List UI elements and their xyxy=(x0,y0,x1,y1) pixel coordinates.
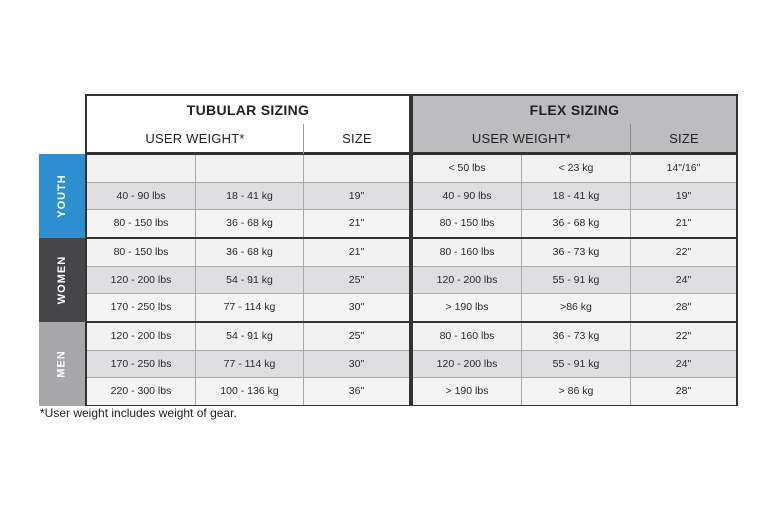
flex-user-weight-header: USER WEIGHT* xyxy=(471,131,572,146)
table-row xyxy=(87,293,409,321)
table-cell: 220 - 300 lbs xyxy=(110,385,172,398)
table-cell: 54 - 91 kg xyxy=(195,323,303,350)
group-label-text: MEN xyxy=(55,350,68,378)
flex-sizing-title: FLEX SIZING xyxy=(529,102,620,118)
group-label-text: WOMEN xyxy=(56,255,69,305)
table-cell: 80 - 150 lbs xyxy=(113,246,169,259)
table-cell: 28" xyxy=(630,378,736,405)
table-row xyxy=(87,323,409,350)
table-cell: < 50 lbs xyxy=(448,162,486,175)
table-cell: 21" xyxy=(630,210,736,237)
table-cell: 22" xyxy=(630,239,736,266)
tubular-user-weight-header: USER WEIGHT* xyxy=(145,131,245,146)
table-cell: 100 - 136 kg xyxy=(195,378,303,405)
flex-sizing-header xyxy=(411,94,738,154)
table-row xyxy=(87,266,409,294)
table-cell: 18 - 41 kg xyxy=(521,183,630,210)
flex-size-header: SIZE xyxy=(630,124,737,154)
table-row xyxy=(87,377,409,405)
youth-tubular-block xyxy=(85,154,411,238)
tubular-sizing-title: TUBULAR SIZING xyxy=(186,102,310,118)
table-cell: 77 - 114 kg xyxy=(195,294,303,321)
table-cell: 80 - 160 lbs xyxy=(439,330,495,343)
table-row xyxy=(413,323,736,350)
table-cell: 170 - 250 lbs xyxy=(110,301,172,314)
table-cell: 120 - 200 lbs xyxy=(110,330,172,343)
men-label xyxy=(39,322,85,406)
table-cell: 36 - 73 kg xyxy=(521,239,630,266)
youth-label xyxy=(39,154,85,238)
women-label xyxy=(39,238,85,322)
table-cell: 18 - 41 kg xyxy=(195,183,303,210)
table-row xyxy=(413,377,736,405)
table-cell: > 190 lbs xyxy=(445,301,489,314)
table-cell xyxy=(303,155,409,182)
table-row xyxy=(413,293,736,321)
table-cell: > 190 lbs xyxy=(445,385,489,398)
table-cell: 19" xyxy=(303,183,409,210)
table-cell: 24" xyxy=(630,267,736,294)
table-cell: 120 - 200 lbs xyxy=(436,357,498,370)
table-cell: 21" xyxy=(303,239,409,266)
table-cell: 80 - 150 lbs xyxy=(113,217,169,230)
table-cell: 30" xyxy=(303,294,409,321)
footnote: *User weight includes weight of gear. xyxy=(40,406,237,420)
table-cell: 36 - 73 kg xyxy=(521,323,630,350)
table-cell: 77 - 114 kg xyxy=(195,351,303,378)
table-row xyxy=(87,239,409,266)
women-flex-block xyxy=(411,238,738,322)
table-cell: 24" xyxy=(630,351,736,378)
youth-group xyxy=(39,154,739,238)
table-cell: 120 - 200 lbs xyxy=(110,273,172,286)
table-cell: 14"/16" xyxy=(630,155,736,182)
table-cell: 170 - 250 lbs xyxy=(110,357,172,370)
table-row xyxy=(87,209,409,237)
table-cell: 28" xyxy=(630,294,736,321)
table-row xyxy=(413,266,736,294)
table-cell: 21" xyxy=(303,210,409,237)
tubular-size-header: SIZE xyxy=(303,124,410,154)
table-cell: > 86 kg xyxy=(521,378,630,405)
table-cell: 80 - 150 lbs xyxy=(439,217,495,230)
table-row xyxy=(413,350,736,378)
table-cell: 19" xyxy=(630,183,736,210)
table-row xyxy=(87,155,409,182)
table-cell: < 23 kg xyxy=(521,155,630,182)
tubular-sizing-header xyxy=(85,94,411,154)
table-cell: 36 - 68 kg xyxy=(195,239,303,266)
table-cell: 22" xyxy=(630,323,736,350)
table-cell xyxy=(87,155,195,182)
youth-flex-block xyxy=(411,154,738,238)
table-row xyxy=(413,239,736,266)
men-tubular-block xyxy=(85,322,411,406)
table-cell: 55 - 91 kg xyxy=(521,267,630,294)
table-cell: 25" xyxy=(303,323,409,350)
table-row xyxy=(87,182,409,210)
men-group xyxy=(39,322,739,406)
table-cell: 25" xyxy=(303,267,409,294)
table-row xyxy=(413,209,736,237)
table-cell: 36 - 68 kg xyxy=(521,210,630,237)
table-cell: 30" xyxy=(303,351,409,378)
table-cell: 40 - 90 lbs xyxy=(116,189,166,202)
table-cell: 36" xyxy=(303,378,409,405)
table-cell: 40 - 90 lbs xyxy=(442,189,492,202)
table-row xyxy=(413,155,736,182)
group-label-text: YOUTH xyxy=(56,174,68,218)
women-group xyxy=(39,238,739,322)
men-flex-block xyxy=(411,322,738,406)
table-cell: 54 - 91 kg xyxy=(195,267,303,294)
table-cell: >86 kg xyxy=(521,294,630,321)
table-cell: 55 - 91 kg xyxy=(521,351,630,378)
table-cell xyxy=(195,155,303,182)
table-cell: 80 - 160 lbs xyxy=(439,246,495,259)
table-cell: 120 - 200 lbs xyxy=(436,273,498,286)
women-tubular-block xyxy=(85,238,411,322)
table-cell: 36 - 68 kg xyxy=(195,210,303,237)
table-row xyxy=(413,182,736,210)
table-row xyxy=(87,350,409,378)
